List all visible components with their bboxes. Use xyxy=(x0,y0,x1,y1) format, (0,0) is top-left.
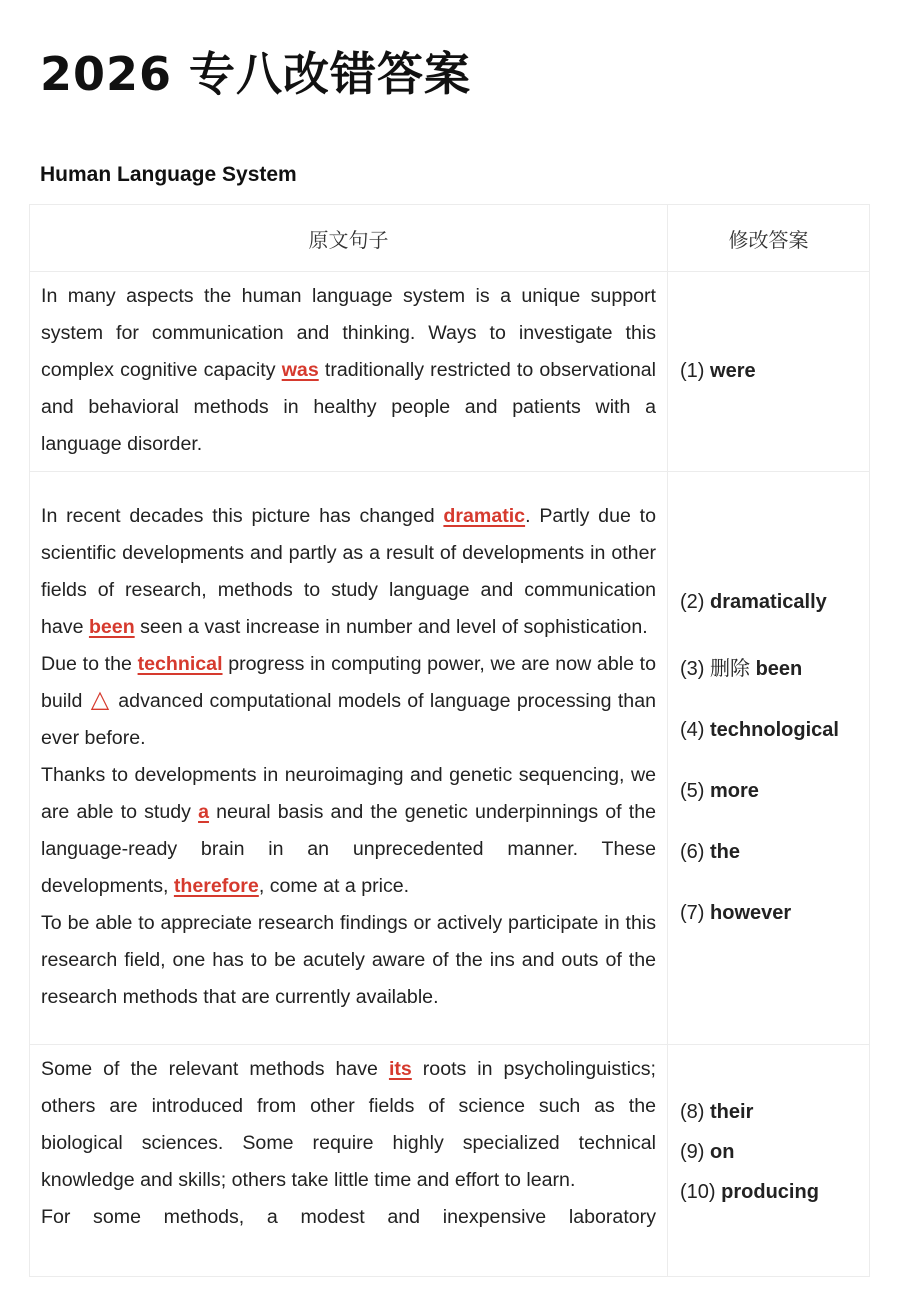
answer-word: dramatically xyxy=(710,591,827,613)
answer-cell xyxy=(668,1045,870,1277)
answer-word: the xyxy=(710,841,741,863)
text-segment: seen a vast increase in number and level of sophistication. xyxy=(134,616,648,638)
error-word: dramatic xyxy=(443,505,526,527)
answer-number: (6) xyxy=(680,841,705,863)
error-word: therefore xyxy=(173,875,259,897)
error-word: been xyxy=(88,616,135,638)
answer-word: on xyxy=(710,1141,735,1163)
text-segment: neural basis and the genetic underpinnings of the language-ready brain in an unprecedented manner. These developments, xyxy=(41,801,656,897)
source-cell xyxy=(30,272,668,472)
answer-number: (5) xyxy=(680,780,705,802)
answer-number: (9) xyxy=(680,1141,705,1163)
answer-number: (4) xyxy=(680,719,705,741)
answer-number: (8) xyxy=(680,1101,705,1123)
source-paragraph xyxy=(41,498,656,646)
answer-word: been xyxy=(755,658,803,680)
answer-word: were xyxy=(710,360,756,382)
answer-word: their xyxy=(710,1101,754,1123)
table-header-row xyxy=(30,205,870,272)
source-cell xyxy=(30,472,668,1045)
text-segment: roots in psycholinguistics; others are introduced from other fields of science such as the biological sciences. Some require highly specialized technical knowledge and skills; others take little time and effort to learn. xyxy=(41,1058,656,1191)
answer-number: (7) xyxy=(680,902,705,924)
answer-word: more xyxy=(710,780,759,802)
text-segment: progress in computing power, we are now able to build xyxy=(41,653,656,712)
source-cell xyxy=(30,1045,668,1277)
source-paragraph xyxy=(41,1051,656,1199)
answer-item xyxy=(680,1141,857,1164)
answer-item xyxy=(680,591,857,614)
answer-table xyxy=(29,204,870,1277)
answer-item xyxy=(680,841,857,864)
answer-item xyxy=(680,1181,857,1204)
text-segment: , come at a price. xyxy=(258,875,410,897)
header-answer: 修改答案 xyxy=(668,205,870,272)
insertion-mark: △ xyxy=(90,685,110,713)
text-segment: Some of the relevant methods have xyxy=(41,1058,389,1080)
source-paragraph xyxy=(41,278,656,463)
answer-cell xyxy=(668,272,870,472)
source-paragraph: For some methods, a modest and inexpensive laboratory xyxy=(41,1206,656,1228)
source-paragraph xyxy=(41,757,656,905)
answer-number: (2) xyxy=(680,591,705,613)
answer-item xyxy=(680,360,857,383)
text-segment: Due to the xyxy=(41,653,138,675)
answer-word: technological xyxy=(710,719,839,741)
answer-item xyxy=(680,902,857,925)
page-title: 2026 专八改错答案 xyxy=(40,47,472,101)
answer-item xyxy=(680,780,857,803)
text-segment: . Partly due to scientific developments and partly as a result of developments in other fields of research, methods to study language and communication have xyxy=(41,505,656,638)
table-row xyxy=(30,472,870,1045)
answer-item xyxy=(680,652,857,681)
text-segment: traditionally restricted to observational and behavioral methods in healthy people and patients with a language disorder. xyxy=(41,359,656,455)
answer-number: (10) xyxy=(680,1181,716,1203)
table-row xyxy=(30,272,870,472)
table-row xyxy=(30,1045,870,1277)
section-title: Human Language System xyxy=(40,163,297,186)
text-segment: In many aspects the human language system is a unique support system for communication and thinking. Ways to investigate this complex cognitive capacity xyxy=(41,285,656,381)
answer-number: (1) xyxy=(680,360,705,382)
source-paragraph: To be able to appreciate research findings or actively participate in this research field, one has to be acutely aware of the ins and outs of the research methods that are currently available. xyxy=(41,912,656,1008)
text-segment: advanced computational models of language processing than ever before. xyxy=(41,690,656,749)
answer-cell xyxy=(668,472,870,1045)
header-source: 原文句子 xyxy=(30,205,668,272)
answer-number: (3) xyxy=(680,658,705,680)
answer-item xyxy=(680,719,857,742)
error-word: was xyxy=(281,359,319,381)
answer-word: producing xyxy=(721,1181,819,1203)
answer-word: however xyxy=(710,902,792,924)
text-segment: In recent decades this picture has changed xyxy=(41,505,444,527)
text-segment: Thanks to developments in neuroimaging and genetic sequencing, we are able to study xyxy=(41,764,656,823)
error-word: its xyxy=(388,1058,412,1080)
error-word: technical xyxy=(137,653,223,675)
source-paragraph xyxy=(41,646,656,757)
answer-delete-label: 删除 xyxy=(710,656,751,680)
answer-item xyxy=(680,1101,857,1124)
error-word: a xyxy=(198,801,209,823)
